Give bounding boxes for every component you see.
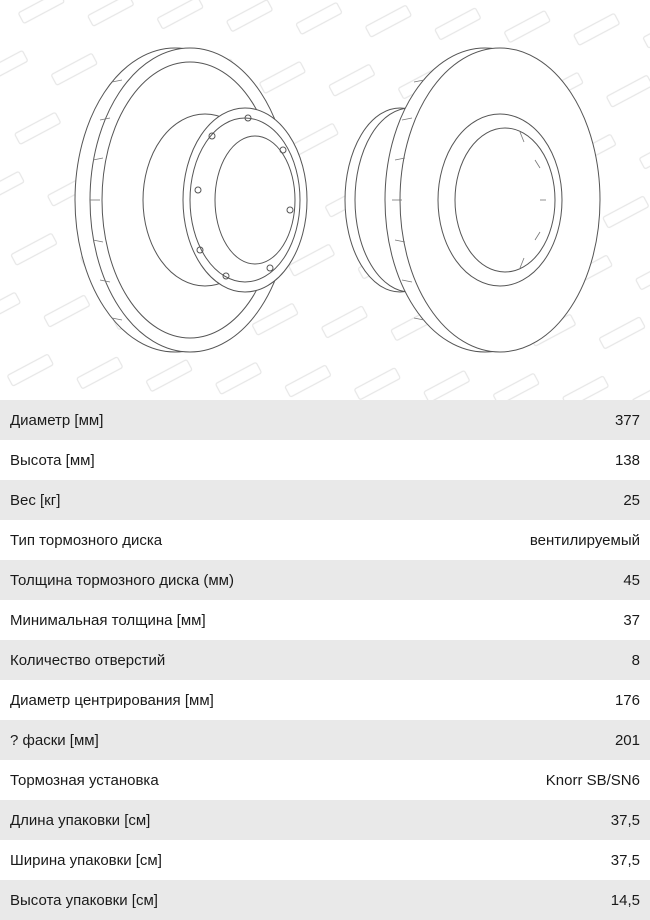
product-illustration bbox=[0, 0, 650, 400]
spec-value: 201 bbox=[614, 731, 640, 749]
table-row bbox=[0, 880, 650, 920]
spec-value: 14,5 bbox=[610, 891, 640, 909]
spec-value: 37,5 bbox=[610, 851, 640, 869]
table-row bbox=[0, 560, 650, 600]
table-row bbox=[0, 440, 650, 480]
table-row bbox=[0, 600, 650, 640]
table-row bbox=[0, 480, 650, 520]
spec-label: Вес [кг] bbox=[10, 491, 61, 509]
table-row bbox=[0, 520, 650, 560]
brake-disc-drawing-icon bbox=[0, 0, 650, 400]
table-row bbox=[0, 680, 650, 720]
spec-value: 8 bbox=[631, 651, 640, 669]
spec-label: Тормозная установка bbox=[10, 771, 159, 789]
table-row bbox=[0, 760, 650, 800]
spec-label: ? фаски [мм] bbox=[10, 731, 99, 749]
spec-value: 45 bbox=[623, 571, 640, 589]
spec-value: Knorr SB/SN6 bbox=[545, 771, 640, 789]
spec-label: Высота упаковки [см] bbox=[10, 891, 158, 909]
spec-value: 138 bbox=[614, 451, 640, 469]
spec-label: Высота [мм] bbox=[10, 451, 95, 469]
spec-label: Диаметр центрирования [мм] bbox=[10, 691, 214, 709]
table-row bbox=[0, 400, 650, 440]
spec-value: вентилируемый bbox=[529, 531, 640, 549]
spec-label: Ширина упаковки [см] bbox=[10, 851, 162, 869]
spec-value: 37,5 bbox=[610, 811, 640, 829]
table-row bbox=[0, 800, 650, 840]
spec-value: 25 bbox=[623, 491, 640, 509]
spec-value: 377 bbox=[614, 411, 640, 429]
table-row bbox=[0, 720, 650, 760]
spec-label: Тип тормозного диска bbox=[10, 531, 163, 549]
spec-label: Толщина тормозного диска (мм) bbox=[10, 571, 234, 589]
spec-value: 37 bbox=[623, 611, 640, 629]
specs-table bbox=[0, 400, 650, 920]
table-row bbox=[0, 640, 650, 680]
spec-label: Минимальная толщина [мм] bbox=[10, 611, 206, 629]
spec-label: Диаметр [мм] bbox=[10, 411, 104, 429]
spec-label: Количество отверстий bbox=[10, 651, 166, 669]
spec-value: 176 bbox=[614, 691, 640, 709]
table-row bbox=[0, 840, 650, 880]
spec-label: Длина упаковки [см] bbox=[10, 811, 151, 829]
